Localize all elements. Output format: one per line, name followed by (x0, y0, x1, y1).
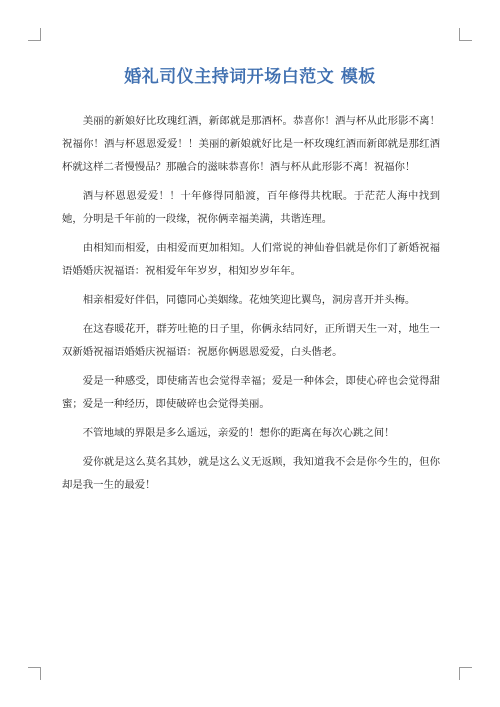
crop-mark-bottom-right (459, 667, 472, 680)
paragraph: 在这春暖花开，群芳吐艳的日子里，你俩永结同好，正所谓天生一对，地生一双新婚祝福语婚婚庆祝福语：祝愿你俩恩恩爱爱，白头偕老。 (62, 323, 440, 358)
paragraph: 相亲相爱好伴侣，同德同心美姻缘。花烛笑迎比翼鸟，洞房喜开并头梅。 (82, 294, 416, 306)
paragraph: 爱你就是这么莫名其妙，就是这么义无返顾，我知道我不会是你今生的，但你却是我一生的最爱！ (62, 456, 440, 491)
paragraph: 美丽的新娘好比玫瑰红酒，新郎就是那酒杯。恭喜你！酒与杯从此形影不离！祝福你！酒与杯恩恩爱爱！！美丽的新娘就好比是一杯玫瑰红酒而新郎就是那红酒杯就这样二者慢慢品？那融合的滋味恭喜你！酒与杯从此形影不离！祝福你！ (62, 115, 440, 173)
paragraph: 由相知而相爱，由相爱而更加相知。人们常说的神仙眷侣就是你们了新婚祝福语婚婚庆祝福语：祝相爱年年岁岁，相知岁岁年年。 (62, 242, 440, 277)
paragraph: 不管地域的界限是多么遥远，亲爱的！想你的距离在每次心跳之间！ (82, 427, 395, 439)
crop-mark-top-left (28, 28, 41, 41)
document-body (62, 110, 440, 503)
document-title: 婚礼司仪主持词开场白范文 模板 (124, 67, 376, 87)
crop-mark-bottom-left (28, 667, 41, 680)
crop-mark-top-right (459, 28, 472, 41)
paragraph: 酒与杯恩恩爱爱！！十年修得同船渡，百年修得共枕眠。于茫茫人海中找到她，分明是千年前的一段缘，祝你俩幸福美满，共谐连理。 (62, 190, 440, 225)
paragraph: 爱是一种感受，即使痛苦也会觉得幸福；爱是一种体会，即使心碎也会觉得甜蜜；爱是一种经历，即使破碎也会觉得美丽。 (62, 375, 440, 410)
